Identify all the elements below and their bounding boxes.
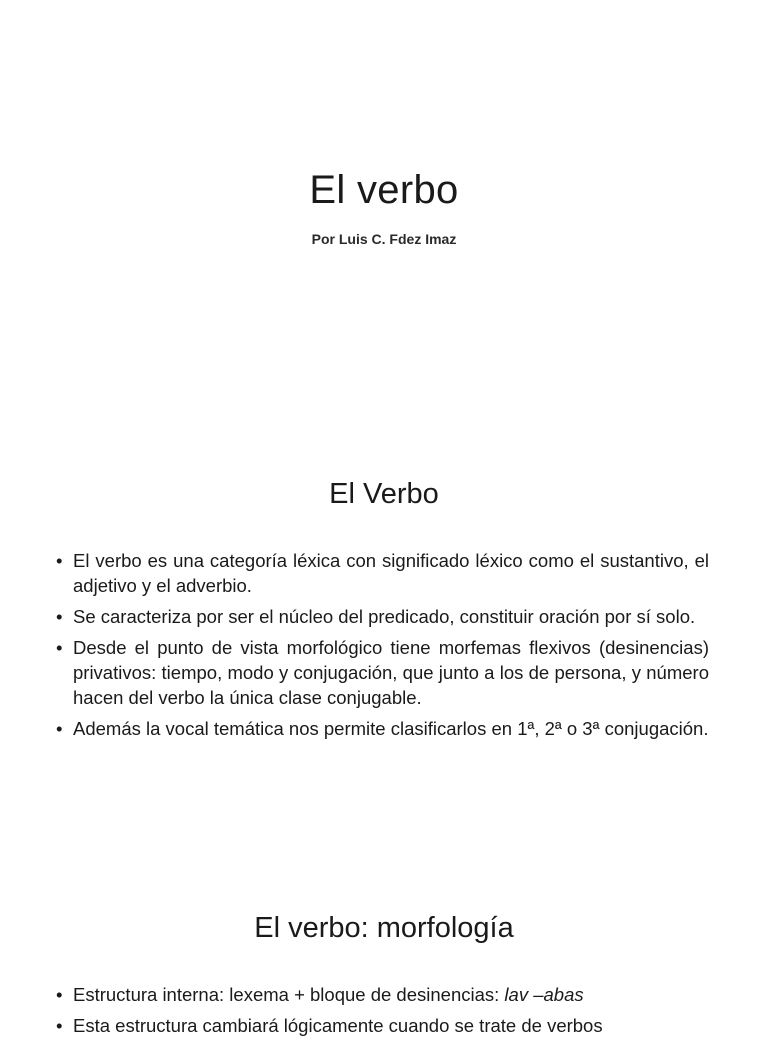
bullet-item [56,604,709,629]
bullet-text-plain: Estructura interna: lexema + bloque de desinencias: [73,984,505,1005]
bullet-dot-icon: • [56,606,63,627]
bullet-list [56,548,709,747]
document-title: El verbo [309,168,459,212]
bullet-text [73,984,584,1005]
bullet-item [56,982,709,1007]
bullet-dot-icon: • [56,550,63,571]
bullet-item [56,1013,709,1038]
bullet-item [56,548,709,598]
bullet-item [56,635,709,710]
bullet-text: Esta estructura cambiará lógicamente cuando se trate de verbos [73,1015,603,1036]
slide-morfologia [0,860,768,1036]
bullet-list [56,982,709,1044]
title-slide [0,0,768,430]
bullet-text-example: lav –abas [504,984,584,1005]
bullet-text: Se caracteriza por ser el núcleo del predicado, constituir oración por sí solo. [73,606,696,627]
slide-heading: El verbo: morfología [254,912,514,944]
bullet-text: Además la vocal temática nos permite clasificarlos en 1ª, 2ª o 3ª conjugación. [73,718,709,739]
slide-heading: El Verbo [329,478,439,510]
bullet-text: Desde el punto de vista morfológico tiene morfemas flexivos (desinencias) privativos: tiempo, modo y conjugación, que junto a los de persona, y número hacen del verbo la única clase conjugable. [73,637,709,708]
slide-el-verbo [0,430,768,860]
bullet-item [56,716,709,741]
bullet-dot-icon: • [56,984,63,1005]
author-subtitle: Por Luis C. Fdez Imaz [311,231,457,247]
bullet-dot-icon: • [56,718,63,739]
bullet-dot-icon: • [56,1015,63,1036]
bullet-text: El verbo es una categoría léxica con significado léxico como el sustantivo, el adjetivo y el adverbio. [73,550,709,596]
bullet-dot-icon: • [56,637,63,658]
